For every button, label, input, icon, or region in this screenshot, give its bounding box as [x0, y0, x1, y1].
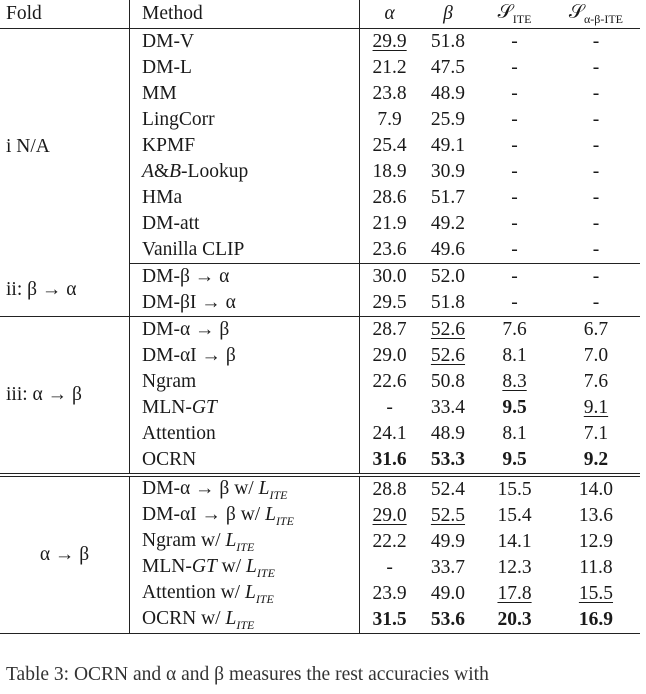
s-ite-cell: -	[477, 290, 552, 317]
s-ite-cell: -	[511, 135, 518, 157]
beta-cell: 53.6	[419, 607, 477, 634]
method-cell: DM-α → β	[130, 317, 360, 344]
alpha-cell: 30.0	[372, 266, 407, 288]
beta-cell: 33.7	[430, 557, 466, 579]
s-ite-cell: -	[511, 109, 518, 131]
alpha-cell: 24.1	[372, 423, 407, 445]
header-beta: β	[419, 0, 477, 29]
beta-cell: 51.8	[419, 290, 477, 317]
s-ab-ite-cell: 9.1	[583, 397, 609, 419]
alpha-cell: 21.2	[372, 57, 407, 79]
s-ite-cell: -	[511, 31, 518, 53]
method-cell: Ngram	[130, 369, 360, 395]
s-ab-ite-cell: 11.8	[579, 557, 613, 579]
s-ab-ite-cell: 6.7	[583, 319, 609, 341]
s-ab-ite-cell: -	[592, 187, 600, 209]
alpha-cell: 23.6	[360, 237, 419, 264]
s-ite-cell: 17.8	[497, 583, 532, 605]
beta-cell: 51.7	[430, 187, 466, 209]
table-caption: Table 3: OCRN and α and β measures the rest accuracies with	[6, 664, 489, 685]
beta-cell: 48.9	[430, 423, 466, 445]
alpha-cell: 21.9	[372, 213, 407, 235]
s-ite-cell: 7.6	[502, 319, 527, 341]
alpha-cell: 23.8	[372, 83, 407, 105]
alpha-cell: 31.5	[360, 607, 419, 634]
beta-cell: 52.5	[430, 505, 466, 527]
alpha-cell: 7.9	[377, 109, 402, 131]
table-row	[0, 264, 640, 291]
fold-label-ite: α → β	[0, 475, 130, 634]
s-ab-ite-cell: 13.6	[578, 505, 614, 527]
s-ite-cell: 8.1	[502, 345, 527, 367]
alpha-cell: 23.9	[372, 583, 407, 605]
s-ab-ite-cell: -	[552, 290, 640, 317]
s-ite-cell: 12.3	[497, 557, 532, 579]
beta-cell: 50.8	[430, 371, 466, 393]
s-ab-ite-cell: 9.2	[552, 447, 640, 475]
alpha-cell: -	[386, 557, 393, 579]
alpha-cell: 29.0	[372, 505, 407, 527]
s-ab-ite-cell: -	[592, 161, 600, 183]
s-ab-ite-cell: -	[592, 83, 600, 105]
s-ite-cell: 9.5	[477, 447, 552, 475]
method-cell: Vanilla CLIP	[130, 237, 360, 264]
table-header-row	[0, 0, 640, 29]
method-cell: DM-β → α	[130, 264, 360, 291]
s-ab-ite-cell: -	[592, 31, 600, 53]
s-ab-ite-cell: -	[552, 237, 640, 264]
header-s-ite: 𝒮$_{ITE}$	[477, 0, 552, 29]
s-ite-cell: -	[511, 57, 518, 79]
alpha-cell: 29.9	[372, 31, 407, 53]
header-alpha: α	[360, 0, 419, 29]
alpha-cell: 29.5	[360, 290, 419, 317]
s-ab-ite-cell: 7.1	[583, 423, 609, 445]
s-ab-ite-cell: 15.5	[578, 583, 614, 605]
method-cell: DM-βI → α	[130, 290, 360, 317]
table-row	[0, 317, 640, 344]
beta-cell: 49.9	[430, 531, 466, 553]
method-cell: KPMF	[130, 133, 360, 159]
method-cell: MLN-GT w/ $L_{ITE}$	[130, 555, 360, 581]
s-ite-cell: 15.4	[497, 505, 532, 527]
method-cell: HMa	[130, 185, 360, 211]
s-ite-cell: -	[511, 213, 518, 235]
alpha-cell: 18.9	[372, 161, 407, 183]
alpha-cell: 22.6	[372, 371, 407, 393]
method-cell: MLN-GT	[130, 395, 360, 421]
alpha-cell: 22.2	[372, 531, 407, 553]
beta-cell: 49.6	[419, 237, 477, 264]
s-ite-cell: 20.3	[477, 607, 552, 634]
beta-cell: 53.3	[419, 447, 477, 475]
s-ite-cell: 9.5	[502, 397, 527, 419]
s-ab-ite-cell: -	[592, 135, 600, 157]
s-ite-cell: 14.1	[497, 531, 532, 553]
alpha-cell: 28.8	[372, 479, 407, 501]
method-cell: A&B-Lookup	[130, 159, 360, 185]
s-ite-cell: 8.3	[502, 371, 527, 393]
s-ab-ite-cell: -	[592, 109, 600, 131]
s-ite-cell: -	[511, 266, 518, 288]
alpha-cell: 25.4	[372, 135, 407, 157]
s-ab-ite-cell: 12.9	[578, 531, 614, 553]
method-cell: Attention w/ $L_{ITE}$	[130, 581, 360, 607]
s-ite-cell: 8.1	[502, 423, 527, 445]
method-cell: MM	[130, 81, 360, 107]
s-ite-cell: -	[511, 187, 518, 209]
header-s-ab-ite: 𝒮$_{\alpha-\beta-ITE}$	[552, 0, 640, 29]
s-ab-ite-cell: -	[592, 57, 600, 79]
method-cell: OCRN	[130, 447, 360, 475]
header-fold: Fold	[0, 0, 130, 29]
table-row	[0, 29, 640, 56]
s-ite-cell: -	[511, 161, 518, 183]
s-ab-ite-cell: 7.6	[583, 371, 609, 393]
s-ab-ite-cell: 16.9	[552, 607, 640, 634]
alpha-cell: 28.6	[372, 187, 407, 209]
method-cell: DM-att	[130, 211, 360, 237]
alpha-cell: -	[386, 397, 393, 419]
beta-cell: 25.9	[430, 109, 466, 131]
s-ab-ite-cell: -	[592, 266, 600, 288]
method-cell: LingCorr	[130, 107, 360, 133]
beta-cell: 30.9	[430, 161, 466, 183]
s-ite-cell: -	[477, 237, 552, 264]
beta-cell: 51.8	[430, 31, 466, 53]
beta-cell: 48.9	[430, 83, 466, 105]
method-cell: DM-V	[130, 29, 360, 56]
beta-cell: 49.0	[430, 583, 466, 605]
alpha-cell: 31.6	[360, 447, 419, 475]
method-cell: DM-L	[130, 55, 360, 81]
beta-cell: 47.5	[430, 57, 466, 79]
beta-cell: 49.2	[430, 213, 466, 235]
alpha-cell: 28.7	[372, 319, 407, 341]
method-cell: Ngram w/ $L_{ITE}$	[130, 529, 360, 555]
method-cell: DM-α → β w/ $L_{ITE}$	[130, 475, 360, 503]
alpha-cell: 29.0	[372, 345, 407, 367]
s-ab-ite-cell: 14.0	[578, 479, 614, 501]
method-cell: Attention	[130, 421, 360, 447]
s-ab-ite-cell: 7.0	[583, 345, 609, 367]
method-cell: DM-αI → β	[130, 343, 360, 369]
fold-label-i: i N/A	[0, 29, 130, 264]
beta-cell: 49.1	[430, 135, 466, 157]
beta-cell: 52.0	[430, 266, 466, 288]
method-cell: DM-αI → β w/ $L_{ITE}$	[130, 503, 360, 529]
header-method: Method	[130, 0, 360, 29]
beta-cell: 52.4	[430, 479, 466, 501]
s-ite-cell: -	[511, 83, 518, 105]
s-ite-cell: 15.5	[497, 479, 532, 501]
method-cell: OCRN w/ $L_{ITE}$	[130, 607, 360, 634]
s-ab-ite-cell: -	[592, 213, 600, 235]
fold-label-iii: iii: α → β	[0, 317, 130, 476]
beta-cell: 52.6	[430, 345, 466, 367]
table-row	[0, 475, 640, 503]
fold-label-ii: ii: β → α	[0, 264, 130, 317]
beta-cell: 52.6	[430, 319, 466, 341]
beta-cell: 33.4	[430, 397, 466, 419]
